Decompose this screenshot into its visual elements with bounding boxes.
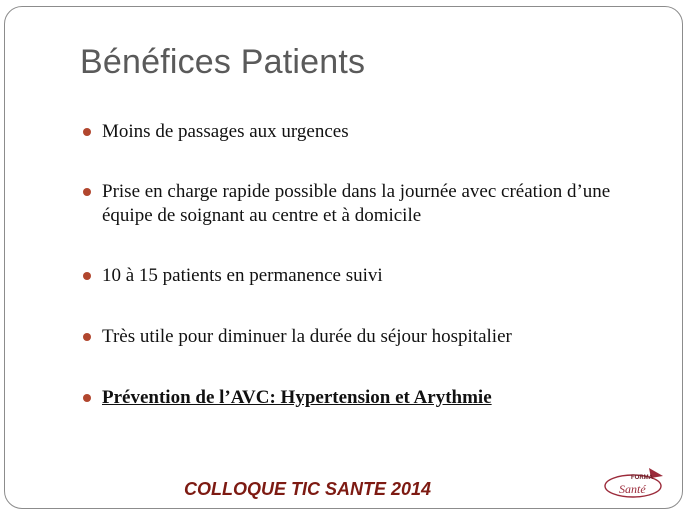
bullet-text: Très utile pour diminuer la durée du séjour hospitalier: [102, 326, 512, 347]
bullet-text: Prise en charge rapide possible dans la journée avec création d’une équipe de soignant au centre et à domicile: [102, 181, 611, 226]
bullet-icon: [83, 272, 91, 280]
logo-line1: FORMA: [631, 475, 653, 481]
bullet-text: Prévention de l’AVC: Hypertension et Arythmie: [102, 387, 492, 408]
bullet-text: 10 à 15 patients en permanence suivi: [102, 265, 383, 286]
slide-frame: [4, 6, 683, 509]
footer-text: COLLOQUE TIC SANTE 2014: [184, 479, 432, 499]
bullet-item: [83, 120, 663, 144]
bullet-item: [83, 264, 663, 288]
bullet-text: Moins de passages aux urgences: [102, 121, 349, 142]
bullet-icon: [83, 394, 91, 402]
bullet-item: [83, 325, 663, 349]
logo-line2: Santé: [619, 482, 646, 496]
bullet-icon: [83, 128, 91, 136]
forma-sante-logo: [603, 464, 665, 500]
slide-title: Bénéfices Patients: [80, 43, 366, 81]
bullet-icon: [83, 188, 91, 196]
bullet-icon: [83, 333, 91, 341]
bullet-item: [83, 180, 663, 228]
bullet-item-highlight: [83, 386, 663, 410]
